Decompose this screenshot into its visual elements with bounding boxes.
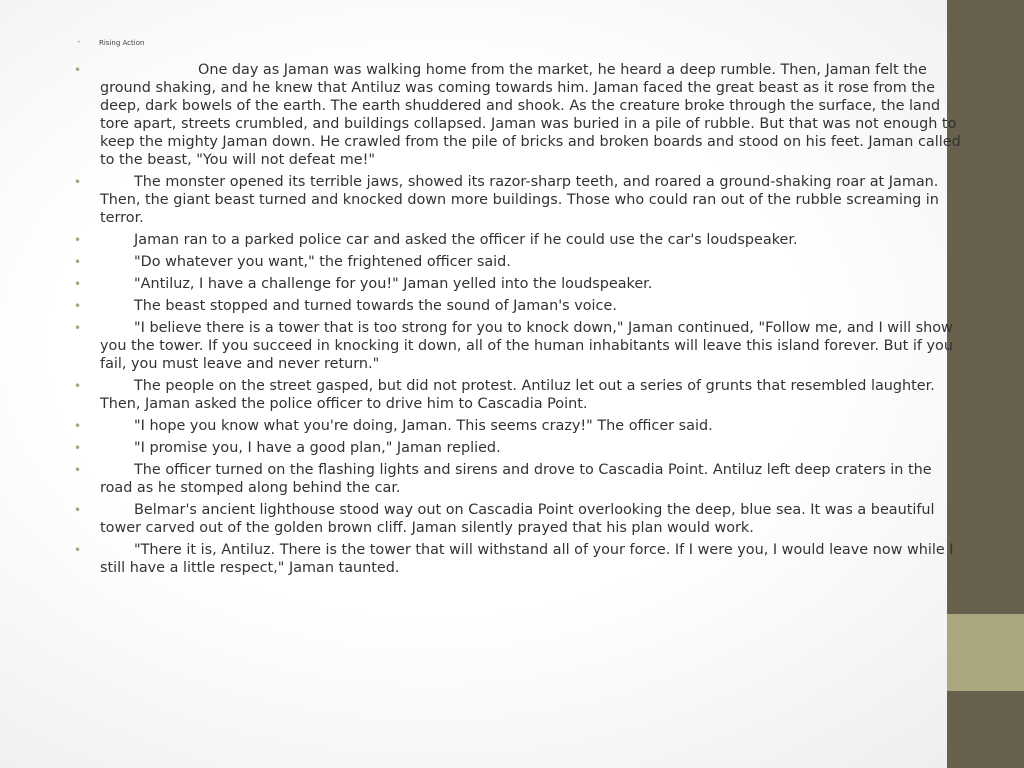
paragraph-text: "I hope you know what you're doing, Jaman. This seems crazy!" The officer said. <box>134 418 713 434</box>
bullet-icon: • <box>74 299 82 313</box>
bullet-icon: • <box>74 255 82 269</box>
paragraph <box>74 439 964 457</box>
paragraph <box>74 501 964 537</box>
paragraph-text: The monster opened its terrible jaws, showed its razor-sharp teeth, and roared a ground-shaking roar at Jaman. Then, the giant beast turned and knocked down more buildings. Those who could ran out of the rubble screaming in terror. <box>100 174 939 226</box>
bullet-icon: • <box>74 379 82 393</box>
paragraph-text: The beast stopped and turned towards the sound of Jaman's voice. <box>134 298 617 314</box>
paragraph <box>74 461 964 497</box>
paragraph-text: "I believe there is a tower that is too strong for you to knock down," Jaman continued, "Follow me, and I will show you the tower. If you succeed in knocking it down, all of the human inhabitants will leave this island forever. But if you fail, you must leave and never return." <box>100 320 953 372</box>
paragraph-text: "Antiluz, I have a challenge for you!" Jaman yelled into the loudspeaker. <box>134 276 653 292</box>
paragraph <box>74 61 964 169</box>
bullet-icon: • <box>74 233 82 247</box>
paragraph <box>74 377 964 413</box>
paragraph-text: One day as Jaman was walking home from the market, he heard a deep rumble. Then, Jaman felt the ground shaking, and he knew that Antiluz was coming towards him. Jaman faced the great beast as it rose from the deep, dark bowels of the earth. The earth shuddered and shook. As the creature broke through the surface, the land tore apart, streets crumbled, and buildings collapsed. Jaman was buried in a pile of rubble. But that was not enough to keep the mighty Jaman down. He crawled from the pile of bricks and broken boards and stood on his feet. Jaman called to the beast, "You will not defeat me!" <box>100 62 961 168</box>
paragraph <box>74 319 964 373</box>
paragraph-text: The officer turned on the flashing lights and sirens and drove to Cascadia Point. Antiluz left deep craters in the road as he stomped along behind the car. <box>100 462 932 496</box>
heading-bullet-icon: • <box>77 39 81 46</box>
heading-text: Rising Action <box>99 39 145 47</box>
bullet-icon: • <box>74 543 82 557</box>
paragraph-text: Belmar's ancient lighthouse stood way out on Cascadia Point overlooking the deep, blue sea. It was a beautiful tower carved out of the golden brown cliff. Jaman silently prayed that his plan would work. <box>100 502 935 536</box>
slide-heading <box>77 38 144 48</box>
paragraph-text: Jaman ran to a parked police car and asked the officer if he could use the car's loudspeaker. <box>134 232 798 248</box>
bullet-icon: • <box>74 419 82 433</box>
paragraph-text: The people on the street gasped, but did not protest. Antiluz let out a series of grunts that resembled laughter. Then, Jaman asked the police officer to drive him to Cascadia Point. <box>100 378 935 412</box>
story-paragraph-list <box>74 61 964 581</box>
paragraph <box>74 231 964 249</box>
paragraph <box>74 275 964 293</box>
paragraph <box>74 297 964 315</box>
bullet-icon: • <box>74 463 82 477</box>
paragraph-text: "I promise you, I have a good plan," Jaman replied. <box>134 440 501 456</box>
bullet-icon: • <box>74 321 82 335</box>
bullet-icon: • <box>74 441 82 455</box>
paragraph <box>74 173 964 227</box>
bullet-icon: • <box>74 277 82 291</box>
paragraph <box>74 541 964 577</box>
side-accent-block <box>947 614 1024 691</box>
bullet-icon: • <box>74 503 82 517</box>
bullet-icon: • <box>74 63 82 77</box>
paragraph <box>74 253 964 271</box>
paragraph-text: "Do whatever you want," the frightened officer said. <box>134 254 511 270</box>
paragraph <box>74 417 964 435</box>
paragraph-text: "There it is, Antiluz. There is the tower that will withstand all of your force. If I were you, I would leave now while I still have a little respect," Jaman taunted. <box>100 542 954 576</box>
bullet-icon: • <box>74 175 82 189</box>
